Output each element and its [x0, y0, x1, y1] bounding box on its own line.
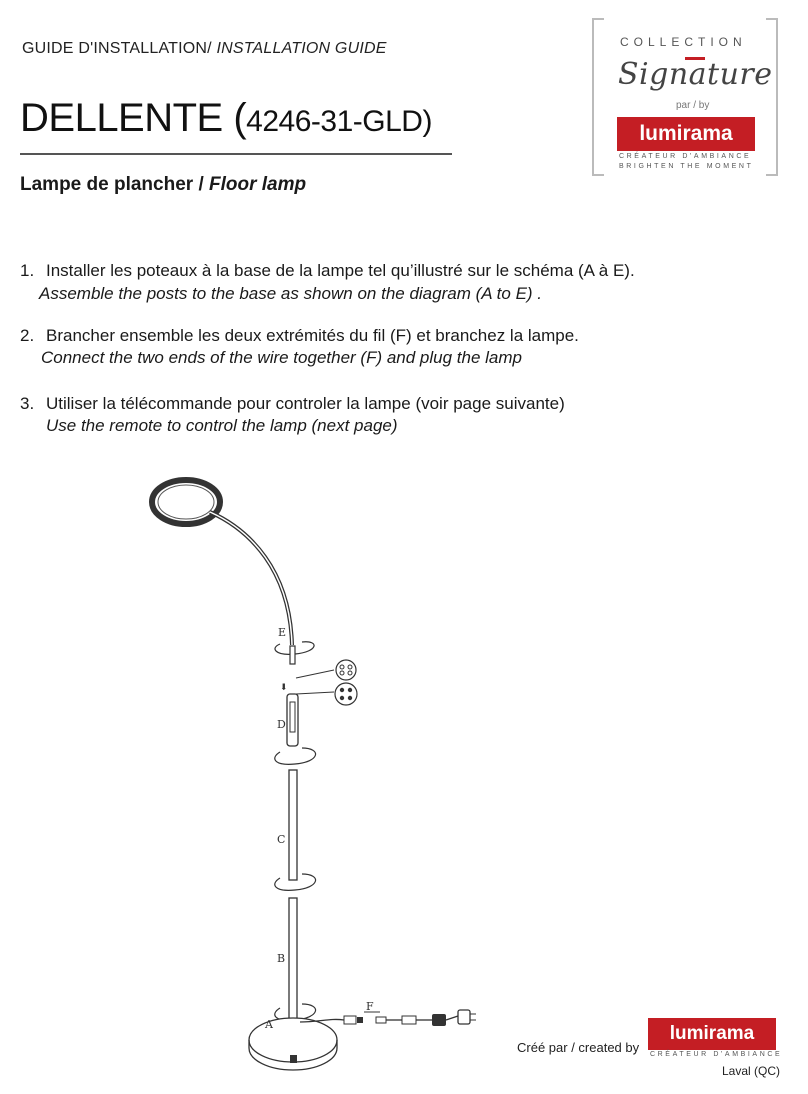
par-by-label: par / by — [676, 100, 710, 111]
step-1-text-fr: Installer les poteaux à la base de la lampe tel qu’illustré sur le schéma (A à E). — [46, 261, 635, 280]
power-cord — [300, 1010, 476, 1026]
guide-heading-en: INSTALLATION GUIDE — [216, 40, 387, 57]
step-3-text-en: Use the remote to control the lamp (next page) — [46, 416, 398, 435]
lumirama-logo-text: lumirama — [639, 122, 733, 145]
label-d: D — [277, 718, 286, 731]
subtitle-en: Floor lamp — [209, 174, 307, 195]
subtitle-fr: Lampe de plancher / — [20, 174, 209, 195]
tagline-en: BRIGHTEN THE MOMENT — [619, 163, 754, 170]
down-arrow: ⬇ — [280, 683, 288, 693]
label-b: B — [277, 952, 286, 965]
lamp-head — [152, 480, 220, 524]
step-3-text-fr: Utiliser la télécommande pour controler la lampe (voir page suivante) — [46, 394, 565, 413]
step-1-number: 1. — [20, 261, 35, 280]
title-divider — [20, 153, 452, 155]
label-c: C — [277, 833, 286, 846]
lamp-base — [249, 1018, 337, 1070]
product-subtitle — [20, 174, 306, 196]
location-label: Laval (QC) — [722, 1064, 781, 1078]
created-by-label: Créé par / created by — [517, 1040, 640, 1055]
label-f: F — [366, 1000, 374, 1013]
product-code: 4246-31-GLD) — [246, 105, 432, 138]
rotation-arrow-d — [275, 748, 316, 764]
collection-label: COLLECTION — [620, 35, 747, 49]
label-e: E — [278, 626, 287, 639]
step-1-fr — [20, 262, 635, 279]
guide-heading-fr: GUIDE D'INSTALLATION/ — [22, 40, 217, 57]
step-1-text-en: Assemble the posts to the base as shown on the diagram (A to E) . — [39, 284, 543, 303]
step-2-text-en: Connect the two ends of the wire together (F) and plug the lamp — [41, 348, 522, 367]
label-a: A — [265, 1018, 273, 1031]
step-2-fr — [20, 327, 579, 344]
footer-tagline: CRÉATEUR D'AMBIANCE — [650, 1051, 783, 1058]
product-name: DELLENTE ( — [20, 96, 247, 140]
footer-lumirama-logo-text: lumirama — [669, 1023, 755, 1044]
connector-male — [336, 660, 356, 680]
guide-heading — [22, 40, 387, 58]
step-3-number: 3. — [20, 394, 35, 413]
product-title — [20, 98, 432, 138]
tagline-fr: CRÉATEUR D'AMBIANCE — [619, 153, 752, 160]
step-3-fr — [20, 395, 565, 412]
step-2-text-fr: Brancher ensemble les deux extrémités du fil (F) et branchez la lampe. — [46, 326, 579, 345]
signature-logo: Signature — [618, 57, 773, 92]
connector-female — [335, 683, 357, 705]
step-2-number: 2. — [20, 326, 35, 345]
assembly-diagram — [140, 470, 500, 1080]
